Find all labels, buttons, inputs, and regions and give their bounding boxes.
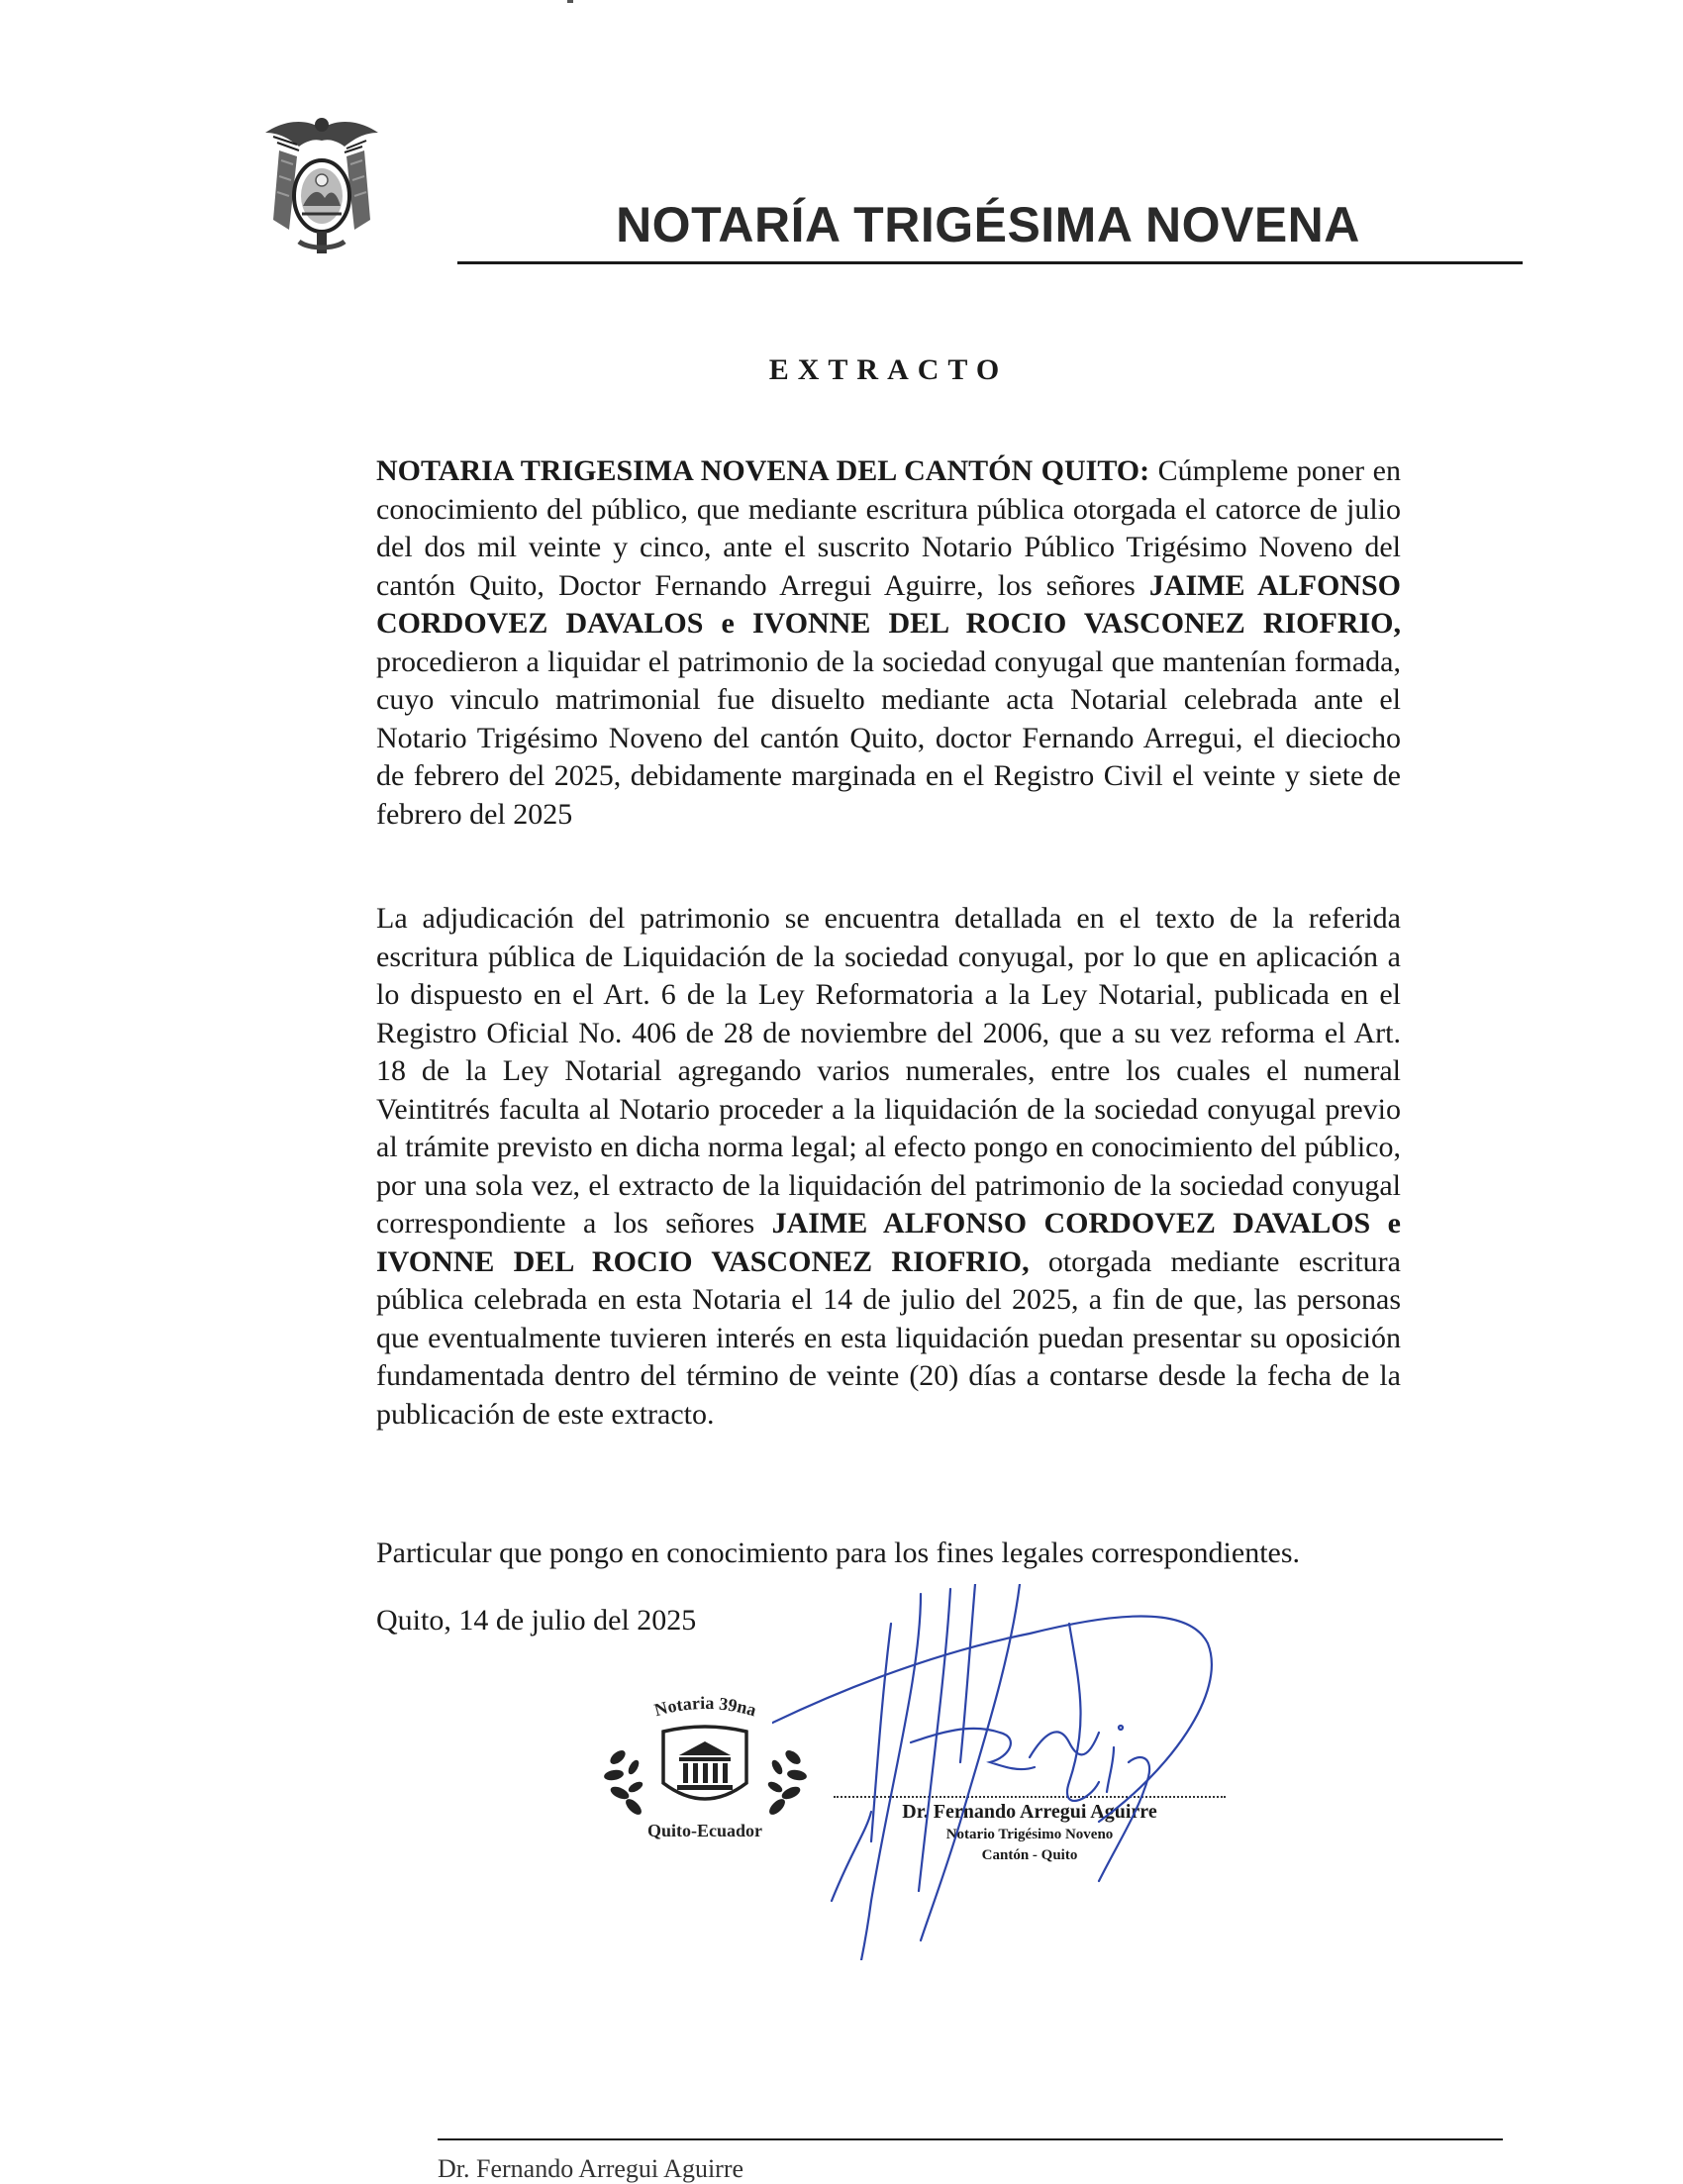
notary-header-title: NOTARÍA TRIGÉSIMA NOVENA xyxy=(616,197,1360,252)
bold-text-run: JAIME ALFONSO CORDOVEZ DAVALOS e IVONNE DEL ROCIO VASCONEZ RIOFRIO, xyxy=(376,1207,1401,1278)
notary-stamp xyxy=(594,1688,817,1861)
footer-text: Dr. Fernando Arregui Aguirre xyxy=(438,2154,744,2183)
scan-mark xyxy=(567,0,573,3)
stamp-bottom-text: Quito-Ecuador xyxy=(646,1821,763,1840)
text-run: procedieron a liquidar el patrimonio de la sociedad conyugal que mantenían formada, cuyo vinculo matrimonial fue disuelto mediante acta Notarial celebrada ante el Notario Trigésimo Noveno del cantón Quito, doctor Fernando Arregui, el dieciocho de febrero del 2025, debidamente marginada en el Registro Civil el veinte y siete de febrero del 2025 xyxy=(376,645,1401,831)
signature-line xyxy=(834,1796,1226,1798)
place-date: Quito, 14 de julio del 2025 xyxy=(376,1604,697,1637)
text-run: otorgada mediante escritura pública celebrada en esta Notaria el 14 de julio del 2025, a fin de que, las personas que eventualmente tuvieren interés en esta liquidación puedan presentar su oposición fundamentada dentro del término de veinte (20) días a contarse desde la fecha de la publicación de este extracto. xyxy=(376,1244,1401,1431)
signer-title: Notario Trigésimo Noveno xyxy=(945,1827,1114,1842)
closing-paragraph: Particular que pongo en conocimiento para los fines legales correspondientes. xyxy=(376,1537,1301,1569)
bold-text-run: JAIME ALFONSO CORDOVEZ DAVALOS e IVONNE DEL ROCIO VASCONEZ RIOFRIO, xyxy=(376,568,1401,640)
text-run: La adjudicación del patrimonio se encuentra detallada en el texto de la referida escritura pública de Liquidación de la sociedad conyugal, por lo que en aplicación a lo dispuesto en el Art. 6 de la Ley Reformatoria a la Ley Notarial, publicada en el Registro Oficial No. 406 de 28 de noviembre del 2006, que a su vez reforma el Art. 18 de la Ley Notarial agregando varios numerales, entre los cuales el numeral Veintitrés faculta al Notario proceder a la liquidación de la sociedad conyugal previo al trámite previsto en dicha norma legal; al efecto pongo en conocimiento del público, por una sola vez, el extracto de la liquidación del patrimonio de la sociedad conyugal correspondiente a los señores xyxy=(376,902,1401,1240)
stamp-top-text: Notaria 39na xyxy=(651,1692,759,1721)
signer-place: Cantón - Quito xyxy=(981,1847,1078,1863)
header-rule xyxy=(457,261,1523,264)
handwritten-signature xyxy=(772,1584,1307,1960)
paragraph-1 xyxy=(376,452,1401,834)
bold-text-run: NOTARIA TRIGESIMA NOVENA DEL CANTÓN QUITO: xyxy=(376,454,1150,487)
signer-name: Dr. Fernando Arregui Aguirre xyxy=(902,1801,1157,1823)
paragraph-2 xyxy=(376,900,1401,1434)
document-heading: EXTRACTO xyxy=(768,353,1009,386)
footer-rule xyxy=(438,2138,1503,2140)
coat-of-arms-icon xyxy=(259,111,384,261)
svg-text:Notaria 39na xyxy=(652,1693,758,1720)
text-run: Cúmpleme poner en conocimiento del público, que mediante escritura pública otorgada el catorce de julio del dos mil veinte y cinco, ante el suscrito Notario Público Trigésimo Noveno del cantón Quito, Doctor Fernando Arregui Aguirre, los señores xyxy=(376,454,1401,602)
